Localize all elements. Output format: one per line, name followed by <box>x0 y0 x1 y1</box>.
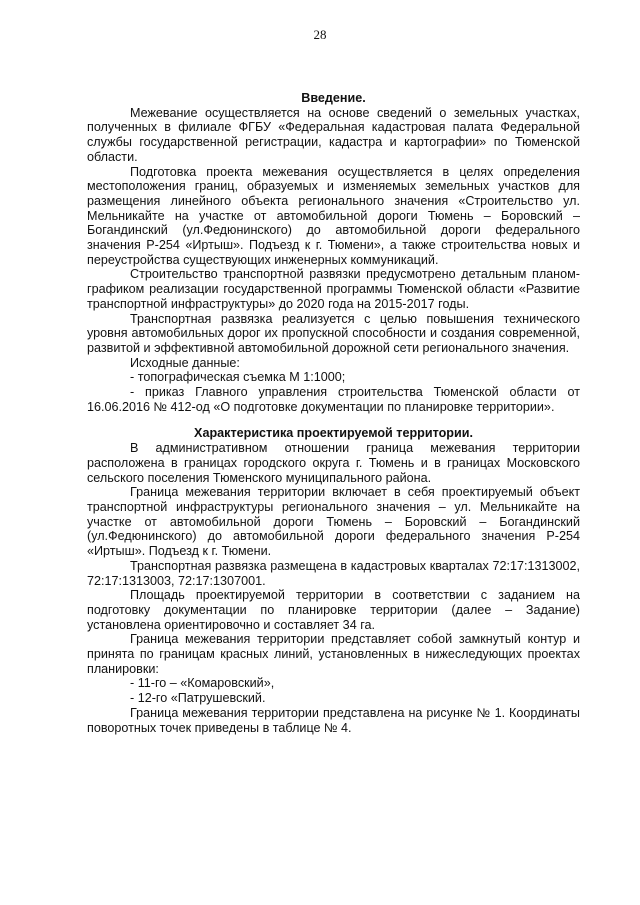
characteristics-paragraph-2: Граница межевания территории включает в себя проектируемый объект транспортной инфраструктуры регионального значения – ул. Мельникайте на участке от автомобильной дороги Тюмень – Боровский – Богандинский (ул.Федюнинского) до автомобильной дороги федерального значения Р-254 «Иртыш». Подъезд к г. Тюмени. <box>87 485 580 559</box>
characteristics-paragraph-5: Граница межевания территории представляет собой замкнутый контур и принята по границам красных линий, установленных в нижеследующих проектах планировки: <box>87 632 580 676</box>
intro-paragraph-1: Межевание осуществляется на основе сведений о земельных участках, полученных в филиале ФГБУ «Федеральная кадастровая палата Федеральной службы государственной регистрации, кадастра и картографии» по Тюменской области. <box>87 105 580 164</box>
intro-paragraph-2: Подготовка проекта межевания осуществляется в целях определения местоположения границ, образуемых и изменяемых земельных участков для размещения линейного объекта регионального значения «Строительство ул. Мельникайте на участке от автомобильной дороги Тюмень – Боровский – Богандинский (ул.Федюнинского) до автомобильной дороги федерального значения Р-254 «Иртыш». Подъезд к г. Тюмени», а также строительства новых и переустройства существующих инженерных коммуникаций. <box>87 164 580 267</box>
characteristics-paragraph-3: Транспортная развязка размещена в кадастровых кварталах 72:17:1313002, 72:17:1313003, 72:17:1307001. <box>87 558 580 588</box>
intro-heading: Введение. <box>301 91 366 105</box>
document-body <box>87 91 580 735</box>
characteristics-paragraph-4: Площадь проектируемой территории в соответствии с заданием на подготовку документации по планировке территории (далее – Задание) установлена ориентировочно и составляет 34 га. <box>87 588 580 632</box>
characteristics-paragraph-6: - 11-го – «Комаровский», <box>130 676 275 691</box>
characteristics-paragraph-7: - 12-го «Патрушевский. <box>130 691 266 706</box>
page-number: 28 <box>313 27 327 42</box>
intro-paragraph-4: Транспортная развязка реализуется с целью повышения технического уровня автомобильных дорог их пропускной способности и создания современной, развитой и эффективной автомобильной дорожной сети регионального значения. <box>87 311 580 355</box>
intro-paragraph-3: Строительство транспортной развязки предусмотрено детальным планом-графиком реализации государственной программы Тюменской области «Развитие транспортной инфраструктуры» до 2020 года на 2015-2017 годы. <box>87 267 580 311</box>
characteristics-paragraph-1: В административном отношении граница межевания территории расположена в границах городского округа г. Тюмень и в границах Московского сельского поселения Тюменского муниципального района. <box>87 441 580 485</box>
characteristics-paragraph-8: Граница межевания территории представлена на рисунке № 1. Координаты поворотных точек приведены в таблице № 4. <box>87 705 580 735</box>
characteristics-heading: Характеристика проектируемой территории. <box>194 426 473 441</box>
intro-paragraph-7: - приказ Главного управления строительства Тюменской области от 16.06.2016 № 412-од «О подготовке документации по планировке территории». <box>87 385 580 414</box>
intro-paragraph-5: Исходные данные: <box>130 355 240 370</box>
intro-paragraph-6: - топографическая съемка М 1:1000; <box>130 370 346 385</box>
